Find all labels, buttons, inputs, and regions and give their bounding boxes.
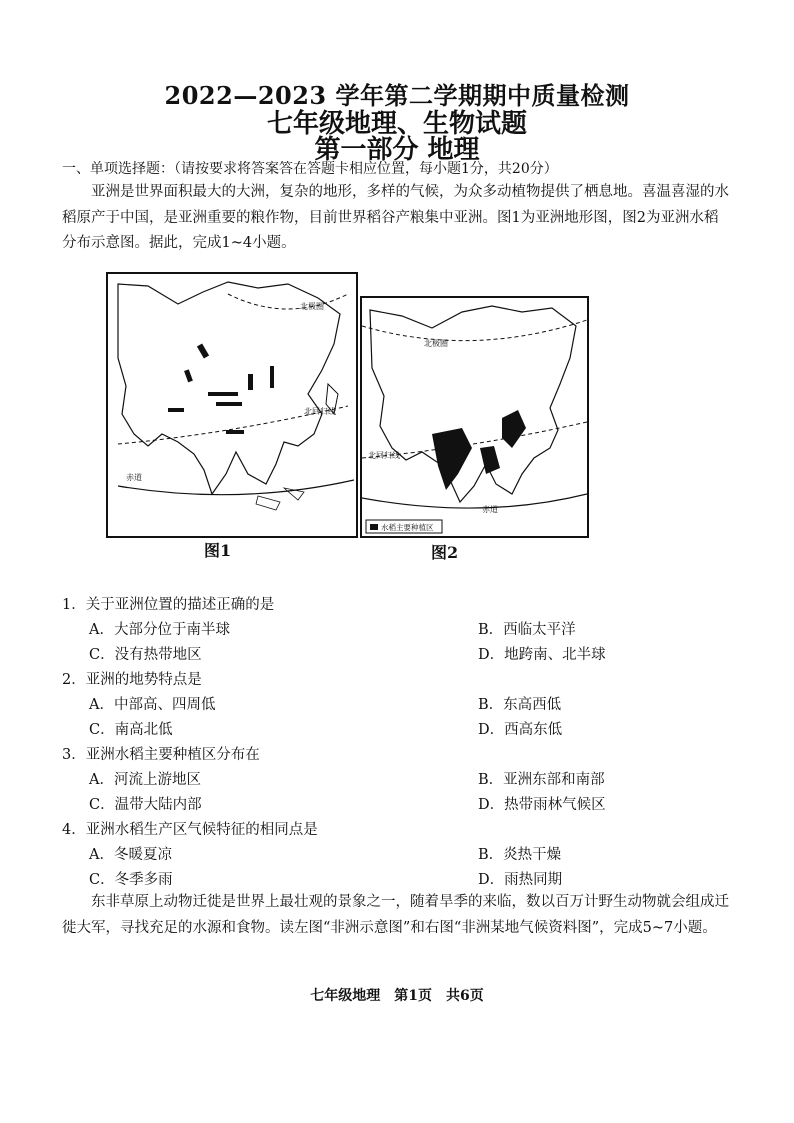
- intro2-paragraph: [62, 890, 732, 941]
- figure-2-svg: [362, 298, 587, 536]
- question-2-option-a[interactable]: A．中部高、四周低: [89, 697, 216, 713]
- question-1-option-b[interactable]: B．西临太平洋: [478, 622, 576, 638]
- arctic-circle-line: [362, 320, 587, 341]
- question-3-stem: 3．亚洲水稻主要种植区分布在: [62, 747, 260, 763]
- intro2-text: 东非草原上动物迁徙是世界上最壮观的景象之一，随着旱季的来临，数以百万计野生动物就会组成迁徙大军，寻找充足的水源和食物。读左图“非洲示意图”和右图“非洲某地气候资料图”，完成5~7小题。: [62, 894, 729, 936]
- label-arctic-circle: 北极圈: [424, 339, 448, 348]
- question-2-stem: 2．亚洲的地势特点是: [62, 672, 202, 688]
- question-3-option-d[interactable]: D．热带雨林气候区: [478, 797, 606, 813]
- figure-2-caption: 图2: [431, 543, 459, 562]
- intro-paragraph: [62, 180, 732, 257]
- exam-title-line1: 2022—2023 学年第二学期期中质量检测: [164, 81, 630, 110]
- figure-1-caption: 图1: [204, 541, 232, 560]
- question-3-option-c[interactable]: C．温带大陆内部: [89, 797, 202, 813]
- label-tropic-of-cancer: 北回归线: [304, 407, 336, 416]
- asia-coastline: [118, 282, 340, 494]
- equator-line: [118, 480, 354, 495]
- page-footer: 七年级地理 第1页 共6页: [310, 988, 484, 1004]
- question-2-option-c[interactable]: C．南高北低: [89, 722, 173, 738]
- mountain-marks: [168, 343, 274, 434]
- question-3-option-b[interactable]: B．亚洲东部和南部: [478, 772, 605, 788]
- label-equator: 赤道: [126, 473, 142, 482]
- question-4-option-a[interactable]: A．冬暖夏凉: [89, 847, 172, 863]
- question-4-stem: 4．亚洲水稻生产区气候特征的相同点是: [62, 822, 318, 838]
- exam-title-line3: 第一部分 地理: [314, 135, 480, 165]
- section-heading: 一、单项选择题：（请按要求将答案答在答题卡相应位置，每小题1分，共20分）: [62, 161, 558, 177]
- legend-swatch: [370, 524, 378, 530]
- asia-coastline: [370, 306, 576, 502]
- figure-1-svg: [108, 274, 356, 536]
- question-1-option-d[interactable]: D．地跨南、北半球: [478, 647, 606, 663]
- figure-2-asia-rice-distribution-map: [360, 296, 589, 538]
- question-2-option-b[interactable]: B．东高西低: [478, 697, 562, 713]
- intro-text: 亚洲是世界面积最大的大洲，复杂的地形，多样的气候，为众多动植物提供了栖息地。喜温喜湿的水稻原产于中国，是亚洲重要的粮作物，目前世界稻谷产粮集中亚洲。图1为亚洲地形图，图2为亚洲水稻分布示意图。据此，完成1~4小题。: [62, 184, 729, 251]
- label-tropic-of-cancer: 北回归线: [368, 451, 400, 460]
- equator-line: [362, 494, 587, 508]
- legend-label: 水稻主要种植区: [381, 523, 434, 532]
- label-arctic-circle: 北极圈: [300, 302, 324, 311]
- question-2-option-d[interactable]: D．西高东低: [478, 722, 563, 738]
- question-1-option-a[interactable]: A．大部分位于南半球: [89, 622, 230, 638]
- question-1-stem: 1．关于亚洲位置的描述正确的是: [62, 597, 275, 613]
- question-4-option-d[interactable]: D．雨热同期: [478, 872, 563, 888]
- figure-1-asia-topographic-map: [106, 272, 358, 538]
- map-legend: [366, 520, 442, 533]
- exam-title-line2: 七年级地理、生物试题: [266, 109, 527, 139]
- question-3-option-a[interactable]: A．河流上游地区: [89, 772, 201, 788]
- question-4-option-b[interactable]: B．炎热干燥: [478, 847, 562, 863]
- label-equator: 赤道: [482, 505, 498, 514]
- question-1-option-c[interactable]: C．没有热带地区: [89, 647, 202, 663]
- question-4-option-c[interactable]: C．冬季多雨: [89, 872, 173, 888]
